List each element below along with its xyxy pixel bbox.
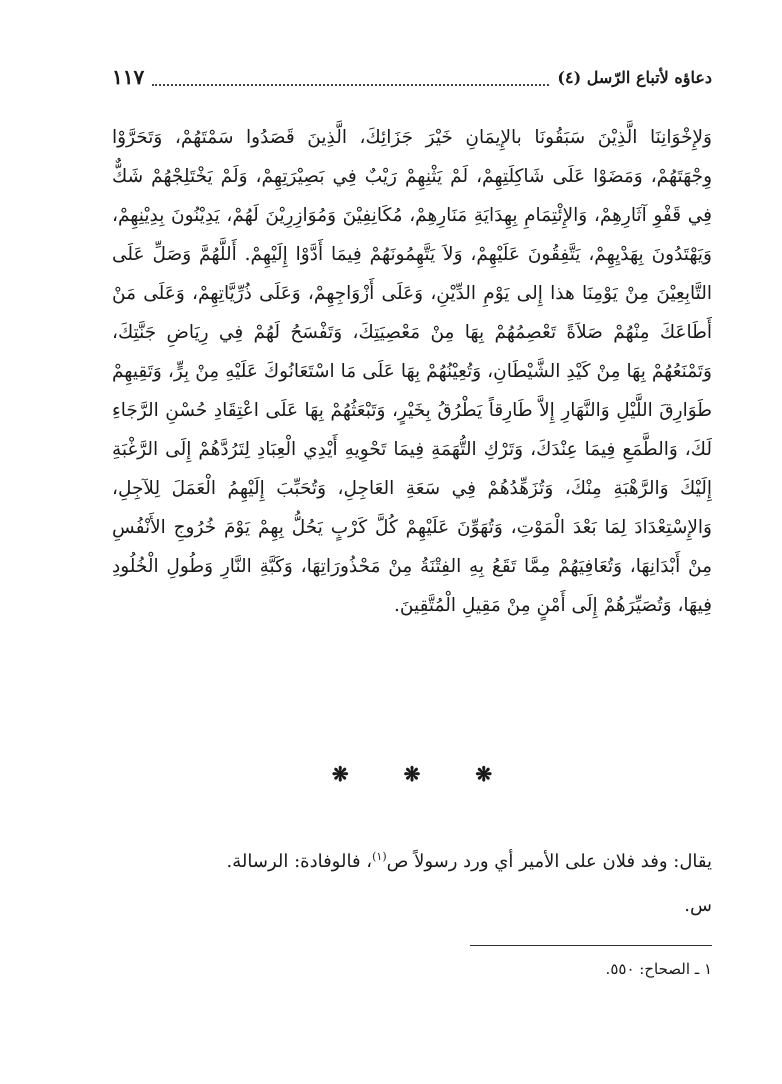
header-title: دعاؤه لأتباع الرّسل (٤) [557, 67, 712, 87]
note-continuation: س. [684, 895, 712, 916]
page-number: ١١٧ [112, 65, 145, 89]
explanatory-note [112, 840, 712, 879]
note-text-after: ، فالوفادة: الرسالة. [226, 851, 373, 872]
header-dot-leader [152, 76, 549, 86]
footnote-rule [470, 945, 712, 946]
footnote: ١ ـ الصحاح: ٥٥٠. [605, 960, 712, 978]
running-header [112, 62, 712, 92]
section-separator: ❋ ❋ ❋ [331, 762, 493, 786]
prayer-body-text: وَلإِخْوَانِنَا الَّذِيْنَ سَبَقُونَا بالإِيمَانِ خَيْرَ جَزَائِكَ، الَّذِينَ قَصَدُوا سَمْتَهُمْ، وَتَحَرَّوْا وِجْهَتَهُمْ، وَمَضَوْا عَلَى شَاكِلَتِهِمْ، لَمْ يَثْنِهِمْ رَيْبٌ فِي بَصِيْرَتِهِمْ، وَلَمْ يَخْتَلِجْهُمْ شَكٌّ فِي قَفْوِ آثَارِهِمْ، وَالإِئْتِمَامِ بِهِدَايَةِ مَنَارِهِمْ، مُكَانِفِيْنَ وَمُوَازِرِيْنَ لَهُمْ، يَدِيْنُونَ بِدِيْنِهِمْ، وَيَهْتَدُونَ بِهَدْيِهِمْ، يَتَّفِقُونَ عَلَيْهِمْ، وَلاَ يَتَّهِمُونَهُمْ فِيمَا أَدَّوْا إِلَيْهِمْ. أَللَّهُمَّ وَصَلِّ عَلَى التَّابِعِيْنَ مِنْ يَوْمِنَا هذا إِلى يَوْمِ الدِّيْنِ، وَعَلَى أَزْوَاجِهِمْ، وَعَلَى ذُرِّيَّاتِهِمْ، وَعَلَى مَنْ أَطَاعَكَ مِنْهُمْ صَلاَةً تَعْصِمُهُمْ بِهَا مِنْ مَعْصِيَتِكَ، وَتَفْسَحُ لَهُمْ فِي رِيَاضِ جَنَّتِكَ، وَتَمْنَعُهُمْ بِهَا مِنْ كَيْدِ الشَّيْطَانِ، وَتُعِيْنُهُمْ بِهَا عَلَى مَا اسْتَعَانُوكَ عَلَيْهِ مِنْ بِرٍّ، وَتَقِيهِمْ طَوَارِقَ اللَّيْلِ وَالنَّهَارِ إِلاَّ طَارِقاً يَطْرُقُ بِخَيْرٍ، وَتَبْعَثُهُمْ بِهَا عَلَى اعْتِقَادِ حُسْنِ الرَّجَاءِ لَكَ، وَالطَّمَعِ فِيمَا عِنْدَكَ، وَتَرْكِ التُّهَمَةِ فِيمَا تَحْوِيهِ أَيْدِي الْعِبَادِ لِتَرُدَّهُمْ إِلَى الرَّغْبَةِ إِلَيْكَ وَالرَّهْبَةِ مِنْكَ، وَتُزَهِّدُهُمْ فِي سَعَةِ العَاجِلِ، وَتُحَبِّبَ إِلَيْهِمُ الْعَمَلَ لِلآجِلِ، وَالإِسْتِعْدَادَ لِمَا بَعْدَ الْمَوْتِ، وَتُهَوِّنَ عَلَيْهِمْ كُلَّ كَرْبٍ يَحُلُّ بِهِمْ يَوْمَ خُرُوجِ الأَنْفُسِ مِنْ أَبْدَانِهَا، وَتُعَافِيَهُمْ مِمَّا تَقَعُ بِهِ الفِتْنَةُ مِنْ مَحْذُورَاتِهَا، وَكَبَّةِ النَّارِ وَطُولِ الْخُلُودِ فِيهَا، وَتُصَيِّرَهُمْ إِلَى أَمْنٍ مِنْ مَقِيلِ الْمُتَّقِينَ. [112, 127, 712, 616]
footnote-marker[interactable]: (١) [372, 850, 387, 863]
note-text: يقال: وفد فلان على الأمير أي ورد رسولاً ص [386, 851, 712, 872]
